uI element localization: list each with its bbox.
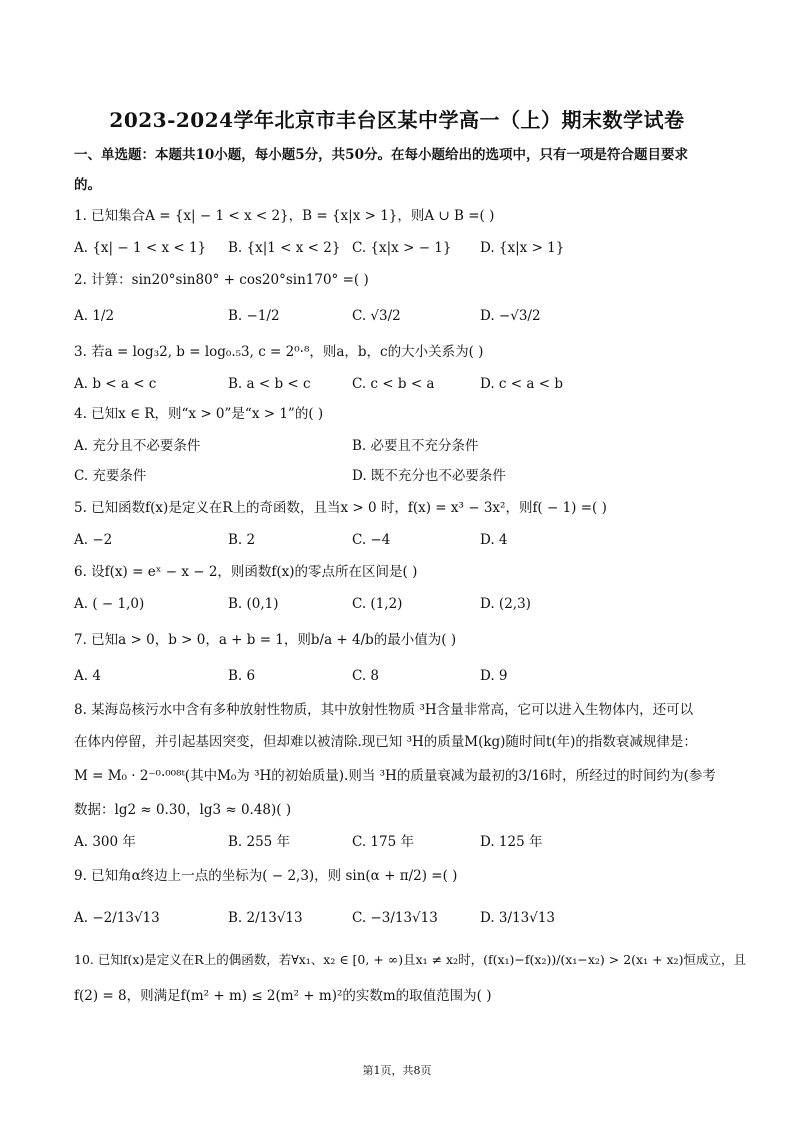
question-4-option-c: C. 充要条件 — [74, 468, 147, 484]
question-7-option-b: B. 6 — [228, 668, 256, 684]
question-8-option-d: D. 125 年 — [480, 834, 543, 850]
section-instructions-line1: 一、单选题：本题共10小题，每小题5分，共50分。在每小题给出的选项中，只有一项是符合题目要求 — [74, 147, 688, 163]
question-5-option-a: A. −2 — [74, 532, 113, 548]
question-8-stem-line3: M = M₀ · 2⁻⁰·⁰⁰⁸ᵗ(其中M₀为 ³H的初始质量).则当 ³H的质量衰减为最初的3/16时，所经过的时间约为(参考 — [74, 768, 716, 784]
question-2-stem: 2. 计算：sin20°sin80° + cos20°sin170° =( ) — [74, 272, 369, 288]
question-5-option-c: C. −4 — [352, 532, 391, 548]
question-6-option-a: A. ( − 1,0) — [74, 596, 145, 612]
page-footer: 第1页，共8页 — [362, 1064, 432, 1077]
question-1-option-d: D. {x|x > 1} — [480, 240, 565, 256]
question-7-option-a: A. 4 — [74, 668, 101, 684]
question-6-stem: 6. 设f(x) = eˣ − x − 2，则函数f(x)的零点所在区间是( ) — [74, 564, 418, 580]
question-2-option-b: B. −1/2 — [228, 308, 280, 324]
question-6-option-d: D. (2,3) — [480, 596, 531, 612]
question-5-option-d: D. 4 — [480, 532, 508, 548]
question-1-option-c: C. {x|x > − 1} — [352, 240, 452, 256]
question-1-option-a: A. {x| − 1 < x < 1} — [74, 240, 207, 256]
question-9-option-c: C. −3/13√13 — [352, 910, 438, 926]
question-1-stem: 1. 已知集合A = {x| − 1 < x < 2}，B = {x|x > 1}，则A ∪ B =( ) — [74, 208, 495, 224]
question-3-option-a: A. b < a < c — [74, 376, 157, 392]
question-5-option-b: B. 2 — [228, 532, 256, 548]
question-10-stem-line1: 10. 已知f(x)是定义在R上的偶函数，若∀x₁、x₂ ∈ [0, + ∞)且x₁ ≠ x₂时，(f(x₁)−f(x₂))/(x₁−x₂) > 2(x₁ + x₂)恒成立，且 — [74, 952, 746, 967]
question-1-option-b: B. {x|1 < x < 2} — [228, 240, 341, 256]
section-instructions-line2: 的。 — [74, 177, 101, 193]
question-6-option-c: C. (1,2) — [352, 596, 403, 612]
question-3-option-c: C. c < b < a — [352, 376, 435, 392]
question-5-stem: 5. 已知函数f(x)是定义在R上的奇函数，且当x > 0 时，f(x) = x³ − 3x²，则f( − 1) =( ) — [74, 500, 607, 516]
question-8-option-a: A. 300 年 — [74, 834, 136, 850]
question-9-option-b: B. 2/13√13 — [228, 910, 303, 926]
question-8-stem-line2: 在体内停留，并引起基因突变，但却难以被清除.现已知 ³H的质量M(kg)随时间t(年)的指数衰减规律是： — [74, 734, 697, 750]
question-4-stem: 4. 已知x ∈ R，则“x > 0”是“x > 1”的( ) — [74, 406, 324, 422]
question-3-option-d: D. c < a < b — [480, 376, 563, 392]
question-8-stem-line4: 数据：lg2 ≈ 0.30，lg3 ≈ 0.48)( ) — [74, 802, 292, 818]
question-4-option-d: D. 既不充分也不必要条件 — [352, 468, 506, 484]
question-9-option-d: D. 3/13√13 — [480, 910, 556, 926]
question-7-option-d: D. 9 — [480, 668, 508, 684]
question-4-option-a: A. 充分且不必要条件 — [74, 438, 201, 454]
question-8-option-b: B. 255 年 — [228, 834, 291, 850]
exam-title: 2023-2024学年北京市丰台区某中学高一（上）期末数学试卷 — [109, 108, 685, 132]
question-2-option-c: C. √3/2 — [352, 308, 401, 324]
question-2-option-a: A. 1/2 — [74, 308, 115, 324]
question-10-stem-line2: f(2) = 8，则满足f(m² + m) ≤ 2(m² + m)²的实数m的取值范围为( ) — [74, 988, 492, 1004]
question-8-option-c: C. 175 年 — [352, 834, 414, 850]
question-6-option-b: B. (0,1) — [228, 596, 279, 612]
question-7-option-c: C. 8 — [352, 668, 380, 684]
question-9-option-a: A. −2/13√13 — [74, 910, 160, 926]
question-3-stem: 3. 若a = log₃2, b = log₀.₅3, c = 2⁰·⁸，则a，b，c的大小关系为( ) — [74, 344, 484, 360]
question-4-option-b: B. 必要且不充分条件 — [352, 438, 479, 454]
question-8-stem-line1: 8. 某海岛核污水中含有多种放射性物质，其中放射性物质 ³H含量非常高，它可以进入生物体内，还可以 — [74, 702, 694, 718]
question-3-option-b: B. a < b < c — [228, 376, 311, 392]
question-9-stem: 9. 已知角α终边上一点的坐标为( − 2,3)，则 sin(α + π/2) =( ) — [74, 868, 458, 884]
question-7-stem: 7. 已知a > 0，b > 0，a + b = 1，则b/a + 4/b的最小值为( ) — [74, 632, 457, 648]
question-2-option-d: D. −√3/2 — [480, 308, 541, 324]
